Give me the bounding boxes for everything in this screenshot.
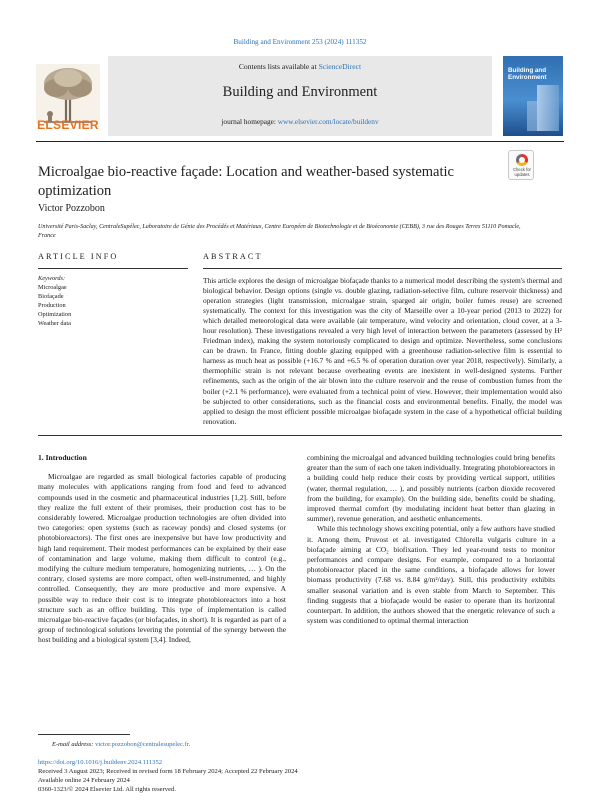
footnote-divider [38,734,130,735]
email-label: E-mail address: [52,741,96,748]
journal-name[interactable]: Building and Environment [222,84,378,100]
crossmark-icon [516,154,528,166]
check-for-updates-label: Check for updates [513,167,531,177]
body-paragraph: combining the microalgal and advanced building technologies could bring benefits greater than the sum of each one taken individually. Integrating photobioreactors in a building could help reduce their costs by providing vertical support, utilities (water, thermal regulation, … ), and possibly nutrients (carbon dioxide recovered from the building, for example). On the building side, benefits could be shading, improved thermal comfort (by modulating incident heat better than glazing in summer), revenue generation, and aesthetic enhancements. [307,453,555,524]
elsevier-logo-text[interactable]: ELSEVIER [37,118,99,132]
keyword-item: Biofaçade [38,293,64,300]
article-info-divider [38,268,188,269]
keywords-label: Keywords: [38,275,66,282]
received-dates: Received 3 August 2023; Received in revised form 18 February 2024; Accepted 22 February 2024 [38,768,298,775]
article-info-heading: ARTICLE INFO [38,252,119,261]
keyword-item: Production [38,302,66,309]
contents-available-line [108,62,492,71]
section-heading-introduction: 1. Introduction [38,453,87,462]
keyword-item: Microalgae [38,284,67,291]
keyword-item: Optimization [38,311,72,318]
available-online-date: Available online 24 February 2024 [38,777,130,784]
abstract-heading: ABSTRACT [203,252,263,261]
journal-homepage-link[interactable]: www.elsevier.com/locate/buildenv [277,117,379,126]
article-title: Microalgae bio-reactive façade: Location and weather-based systematic optimization [38,164,454,199]
cover-building-image [537,85,559,131]
body-paragraph: Microalgae are regarded as small biological factories capable of producing many molecules with applications ranging from food and feed to advanced compounds used in the cosmetic and pharmaceutical industries [1,2]. Still, before they realize the full extent of their promises, their production cost has to be considerably lowered. Microalgae production technologies are often divided into two categories: open systems (such as raceway ponds) and closed systems (or photobioreactors). The first ones are inexpensive but have low productivity and high land requirement. Their modest performances can be explained by their ease of contamination and large volume, making them difficult to control (e.g., modifying the culture medium temperature, homogenizing nutrients, … ). On the contrary, closed systems are more compact, often well-instrumented, and highly controlled. Consequently, they are more productive and more expensive. A possible way to reduce their cost is to integrate photobioreactors into a host structure such as an office building. This type of implementation is called microalgae bio-reactive façades (or biofaçades, in short). It is regarded as part of a group of technological solutions levering the potential of the synergy between the host building and a biological system [3,4]. Indeed, [38,472,286,645]
masthead-divider [36,141,564,142]
contents-prefix: Contents lists available at [238,62,319,71]
email-suffix: . [188,741,191,748]
abstract-bottom-divider [38,435,562,436]
copyright-notice: 0360-1323/© 2024 Elsevier Ltd. All rights reserved. [38,786,176,793]
abstract-body: This article explores the design of microalgae biofaçade thanks to a numerical model describing the system's thermal and biological behavior. Design options (single vs. double glazing, radiation-selective film, culture reservoir thickness) and operation strategies (light transmission, microalgae strain, sparged air origin, boiler fumes reuse) are screened systematically. The context for this investigation was the city of Marseille over a 10-year period (2013 to 2022) for which detailed meteorological data were available (air temperature, wind velocity and orientation, cloud cover, at a 3-hour resolution). These investigations revealed a very high level of interaction between the parameters (assessed by H² Friedman index), making the system notoriously complicated to design and optimize. Nevertheless, some conclusions can be drawn. In France, fitting double glazing equipped with a greenhouse radiation-selective film is essential to harness as much heat as possible (+16.7 % and +6.5 % of operation duration over year 2018, respectively). Similarly, a thermophilic strain is not relevant because overheating events are inexistent in well-designed systems. Further refinements, such as the origin of the air blown into the culture reservoir and the reuse of combustion fumes from the boiler (+2.1 % performance), were evaluated from a technical point of view. However, their implementation would also be subjected to other considerations, such as the financial costs and environmental benefits. Finally, the model was applied to design the most efficient possible microalgae biofaçade system in the case of a hypothetical official building renovation. [203,276,562,426]
homepage-prefix: journal homepage: [221,117,278,126]
keyword-item: Weather data [38,320,71,327]
author-email-footnote [52,741,190,748]
journal-homepage-line [108,117,492,126]
journal-cover-thumbnail[interactable] [503,56,563,136]
body-column-right [307,453,555,626]
check-for-updates-button[interactable] [508,150,534,180]
doi-link[interactable]: https://doi.org/10.1016/j.buildenv.2024.111352 [38,759,163,766]
author-affiliation: Université Paris-Saclay, CentraleSupélec, Laboratoire de Génie des Procédés et Matériaux, Centre Européen de Biotechnologie et de Bioéconomie (CEBB), 3 rue des Rouges Terres 51110 Pomacle, France [38,224,521,239]
body-column-left [38,453,286,646]
sciencedirect-link[interactable]: ScienceDirect [318,62,362,71]
journal-citation[interactable]: Building and Environment 253 (2024) 111352 [233,38,367,46]
body-paragraph: While this technology shows exciting potential, only a few authors have studied it. Among them, Pruvost et al. investigated Chlorella vulgaris culture in a biofaçade aiming at CO₂ biofixation. They led year-round tests to monitor performances and compare designs. For example, compared to a horizontal photobioreactor placed in the same conditions, a biofaçade allows for lower biomass productivity (7.68 vs. 8.84 g/m²/day). Still, this productivity exhibits smaller seasonal variation and is even stable from March to September. This finding suggests that a biofaçade would be easier to operate than its horizontal counterpart. In addition, the authors showed that the energetic relevance of such a system was conditioned to optimal thermal interaction [307,524,555,626]
author-email-link[interactable]: victor.pozzobon@centralesupelec.fr [95,741,189,748]
cover-title: Building and Environment [508,67,547,81]
abstract-divider [203,268,562,269]
author-name[interactable]: Victor Pozzobon [38,203,105,214]
